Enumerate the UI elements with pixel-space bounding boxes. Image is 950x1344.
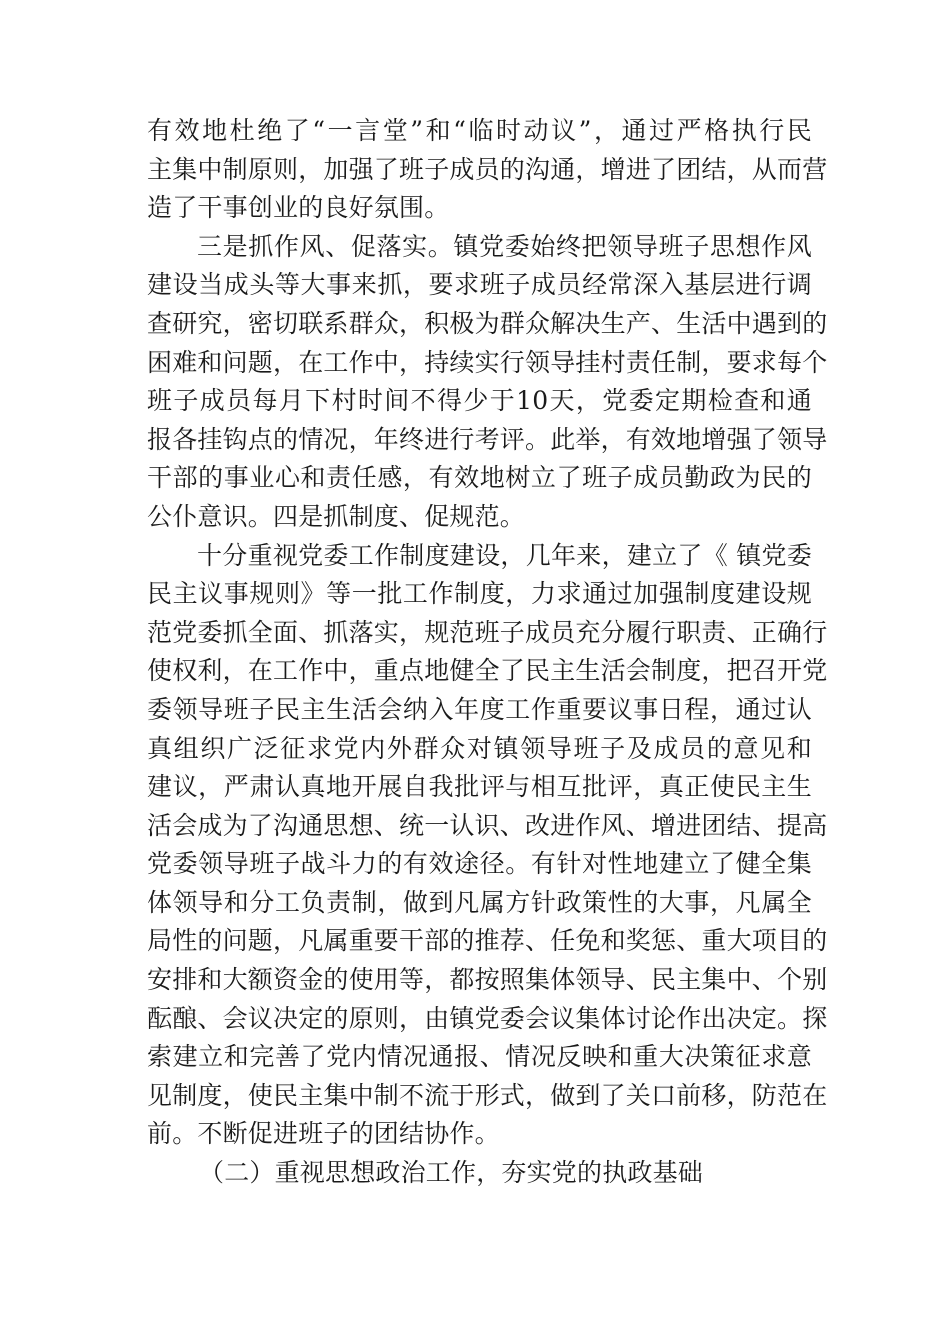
text-line: 局性的问题，凡属重要干部的推荐、任免和奖惩、重大项目的 <box>147 926 828 956</box>
text-line: 酝酿、会议决定的原则，由镇党委会议集体讨论作出决定。探 <box>147 1003 828 1033</box>
text-line: 活会成为了沟通思想、统一认识、改进作风、增进团结、提高 <box>147 810 828 840</box>
text-line: 党委领导班子战斗力的有效途径。有针对性地建立了健全集 <box>147 849 812 879</box>
text-line: 索建立和完善了党内情况通报、情况反映和重大决策征求意 <box>147 1042 812 1072</box>
text-line: 使权利，在工作中，重点地健全了民主生活会制度，把召开党 <box>147 656 828 686</box>
text-line: 前。不断促进班子的团结协作。 <box>147 1119 500 1149</box>
text-line: 困难和问题，在工作中，持续实行领导挂村责任制，要求每个 <box>147 347 828 377</box>
text-line: 见制度，使民主集中制不流于形式，做到了关口前移，防范在 <box>147 1080 828 1110</box>
text-line: 公仆意识。四是抓制度、促规范。 <box>147 501 526 531</box>
text-line: 委领导班子民主生活会纳入年度工作重要议事日程，通过认 <box>147 694 812 724</box>
text-line: 报各挂钩点的情况，年终进行考评。此举，有效地增强了领导 <box>147 424 828 454</box>
text-line: 建设当成头等大事来抓，要求班子成员经常深入基层进行调 <box>147 270 812 300</box>
text-line: 十分重视党委工作制度建设，几年来，建立了《 镇党委 <box>197 540 812 570</box>
text-line: 民主议事规则》等一批工作制度，力求通过加强制度建设规 <box>147 579 812 609</box>
text-line: 体领导和分工负责制，做到凡属方针政策性的大事，凡属全 <box>147 887 812 917</box>
text-line: 安排和大额资金的使用等，都按照集体领导、民主集中、个别 <box>147 965 828 995</box>
text-line: 建议，严肃认真地开展自我批评与相互批评，真正使民主生 <box>147 772 812 802</box>
section-heading: （二）重视思想政治工作，夯实党的执政基础 <box>199 1158 704 1188</box>
text-line: 造了干事创业的良好氛围。 <box>147 193 450 223</box>
body-text <box>147 112 828 1193</box>
text-line: 干部的事业心和责任感，有效地树立了班子成员勤政为民的 <box>147 463 812 493</box>
text-line: 主集中制原则，加强了班子成员的沟通，增进了团结，从而营 <box>147 154 828 184</box>
text-line: 有效地杜绝了“一言堂”和“临时动议”，通过严格执行民 <box>147 116 812 145</box>
text-line: 三是抓作风、促落实。镇党委始终把领导班子思想作风 <box>197 231 812 261</box>
text-line: 班子成员每月下村时间不得少于10天，党委定期检查和通 <box>147 386 812 416</box>
text-line: 真组织广泛征求党内外群众对镇领导班子及成员的意见和 <box>147 733 812 763</box>
text-line: 范党委抓全面、抓落实，规范班子成员充分履行职责、正确行 <box>147 617 828 647</box>
text-line: 查研究，密切联系群众，积极为群众解决生产、生活中遇到的 <box>147 308 828 338</box>
